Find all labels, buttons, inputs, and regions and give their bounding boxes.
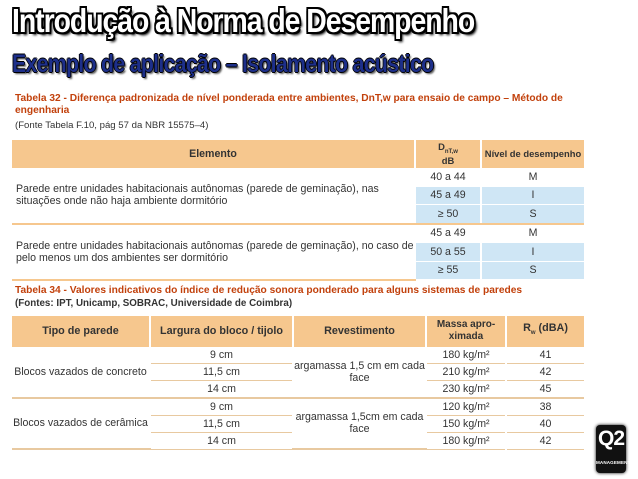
header-elemento: Elemento: [12, 140, 415, 168]
table32-range: ≥ 55: [415, 261, 481, 280]
table34-massa: 120 kg/m²: [426, 398, 506, 416]
table34-revestimento-2: argamassa 1,5cm em cada face: [293, 398, 426, 450]
table34-largura: 14 cm: [150, 432, 293, 449]
table34-largura: 14 cm: [150, 380, 293, 398]
table34-largura: 9 cm: [150, 347, 293, 364]
logo-text: Q2: [597, 427, 624, 450]
table34-largura: 11,5 cm: [150, 363, 293, 380]
table34-rw: 38: [506, 398, 584, 416]
table34-massa: 180 kg/m²: [426, 432, 506, 449]
table-row: [12, 398, 584, 416]
table34-caption: Tabela 34 - Valores indicativos do índice de redução sonora ponderado para alguns sistemas de paredes: [15, 284, 523, 296]
header-rw-sub: w: [530, 330, 536, 337]
table34-largura: 9 cm: [150, 398, 293, 416]
table32: [12, 140, 584, 281]
header-largura: Largura do bloco / tijolo: [150, 316, 293, 347]
table34-massa: 180 kg/m²: [426, 347, 506, 364]
q2-management-logo: [596, 425, 631, 473]
table34-rw: 40: [506, 415, 584, 432]
table32-range: 40 a 44: [415, 168, 481, 186]
table34-revestimento-1: argamassa 1,5 cm em cada face: [293, 347, 426, 398]
table-row: [12, 347, 584, 364]
header-dntw-main: D: [438, 140, 445, 152]
header-revestimento: Revestimento: [293, 316, 426, 347]
table34-massa: 210 kg/m²: [426, 363, 506, 380]
table32-header-row: [12, 140, 584, 168]
header-rw-main: R: [523, 322, 531, 335]
table34-massa: 230 kg/m²: [426, 380, 506, 398]
table34-rw: 42: [506, 363, 584, 380]
header-dntw-sub: nT,w: [444, 148, 458, 155]
document-image: [12, 93, 584, 456]
slide-subtitle: Exemplo de aplicação – Isolamento acústico: [12, 50, 434, 78]
table34-rw: 41: [506, 347, 584, 364]
table-row: [12, 224, 584, 243]
table32-elemento-1: Parede entre unidades habitacionais autônomas (parede de geminação), nas situações onde não haja ambiente dormitório: [12, 168, 415, 224]
table34-tipo-1: Blocos vazados de concreto: [12, 347, 150, 398]
header-rw-unit: (dBA): [538, 322, 568, 335]
table32-nivel: S: [481, 205, 584, 224]
table32-source: (Fonte Tabela F.10, pág 57 da NBR 15575–4): [15, 120, 209, 131]
table32-nivel: I: [481, 186, 584, 205]
header-rw: [506, 316, 584, 347]
table32-range: 50 a 55: [415, 243, 481, 262]
table34-tipo-2: Blocos vazados de cerâmica: [12, 398, 150, 450]
table34-rw: 45: [506, 380, 584, 398]
table32-range: 45 a 49: [415, 186, 481, 205]
header-dntw-unit: dB: [441, 155, 455, 167]
table34: [12, 316, 584, 451]
table32-nivel: I: [481, 243, 584, 262]
table32-range: 45 a 49: [415, 224, 481, 243]
table-row: [12, 168, 584, 186]
table32-range: ≥ 50: [415, 205, 481, 224]
table32-nivel: M: [481, 224, 584, 243]
table34-header-row: [12, 316, 584, 347]
logo-subtext: MANAGEMENT: [596, 460, 631, 465]
table34-source: (Fontes: IPT, Unicamp, SOBRAC, Universidade de Coimbra): [15, 297, 293, 309]
table32-caption: Tabela 32 - Diferença padronizada de nível ponderada entre ambientes, DnT,w para ensaio de campo – Método de engenharia: [15, 93, 563, 116]
table32-nivel: S: [481, 261, 584, 280]
slide-title: Introdução à Norma de Desempenho: [12, 2, 475, 39]
header-massa: Massa apro-ximada: [426, 316, 506, 347]
table34-largura: 11,5 cm: [150, 415, 293, 432]
table32-nivel: M: [481, 168, 584, 186]
header-dntw: [415, 140, 481, 168]
header-tipo: Tipo de parede: [12, 316, 150, 347]
table32-elemento-2: Parede entre unidades habitacionais autônomas (parede de geminação), no caso de pelo menos um dos ambientes ser dormitório: [12, 224, 415, 280]
table34-massa: 150 kg/m²: [426, 415, 506, 432]
table34-rw: 42: [506, 432, 584, 449]
header-nivel: Nível de desempenho: [481, 140, 584, 168]
